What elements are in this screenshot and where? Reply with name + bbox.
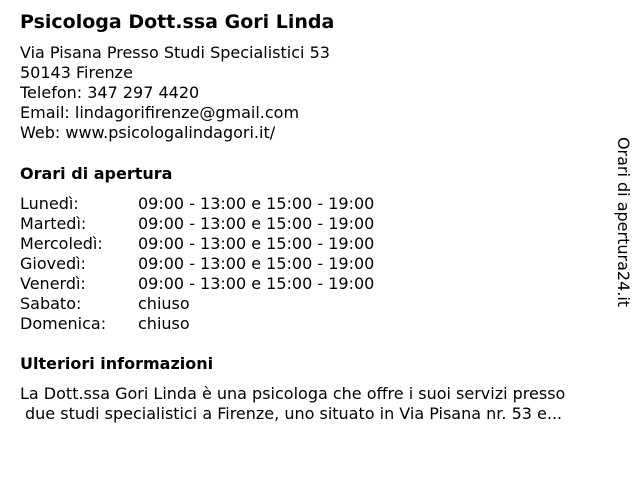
hours-day: Giovedì: — [20, 254, 86, 273]
city-line: 50143 Firenze — [20, 63, 133, 82]
hours-time: chiuso — [138, 294, 190, 313]
contact-block — [20, 43, 330, 143]
phone-line[interactable]: Telefon: 347 297 4420 — [20, 83, 200, 102]
address-line: Via Pisana Presso Studi Specialistici 53 — [20, 43, 330, 62]
web-line[interactable]: Web: www.psicologalindagori.it/ — [20, 123, 276, 142]
email-line[interactable]: Email: lindagorifirenze@gmail.com — [20, 103, 300, 122]
hours-day: Sabato: — [20, 294, 82, 313]
hours-day: Lunedì: — [20, 194, 79, 213]
hours-day: Martedì: — [20, 214, 87, 233]
hours-time: 09:00 - 13:00 e 15:00 - 19:00 — [138, 194, 375, 213]
hours-day: Venerdì: — [20, 274, 86, 293]
description-line: due studi specialistici a Firenze, uno situato in Via Pisana nr. 53 e... — [25, 404, 563, 423]
site-watermark: Orari di apertura24.it — [614, 136, 633, 308]
hours-time: 09:00 - 13:00 e 15:00 - 19:00 — [138, 254, 375, 273]
hours-time: 09:00 - 13:00 e 15:00 - 19:00 — [138, 214, 375, 233]
hours-time: 09:00 - 13:00 e 15:00 - 19:00 — [138, 274, 375, 293]
hours-time: 09:00 - 13:00 e 15:00 - 19:00 — [138, 234, 375, 253]
hours-day: Domenica: — [20, 314, 107, 333]
description-text — [20, 384, 565, 424]
description-line: La Dott.ssa Gori Linda è una psicologa che offre i suoi servizi presso — [20, 384, 566, 403]
page-title: Psicologa Dott.ssa Gori Linda — [20, 11, 335, 33]
hours-time: chiuso — [138, 314, 190, 333]
more-info-heading: Ulteriori informazioni — [20, 354, 214, 373]
hours-day: Mercoledì: — [20, 234, 103, 253]
opening-hours-heading: Orari di apertura — [20, 164, 173, 183]
